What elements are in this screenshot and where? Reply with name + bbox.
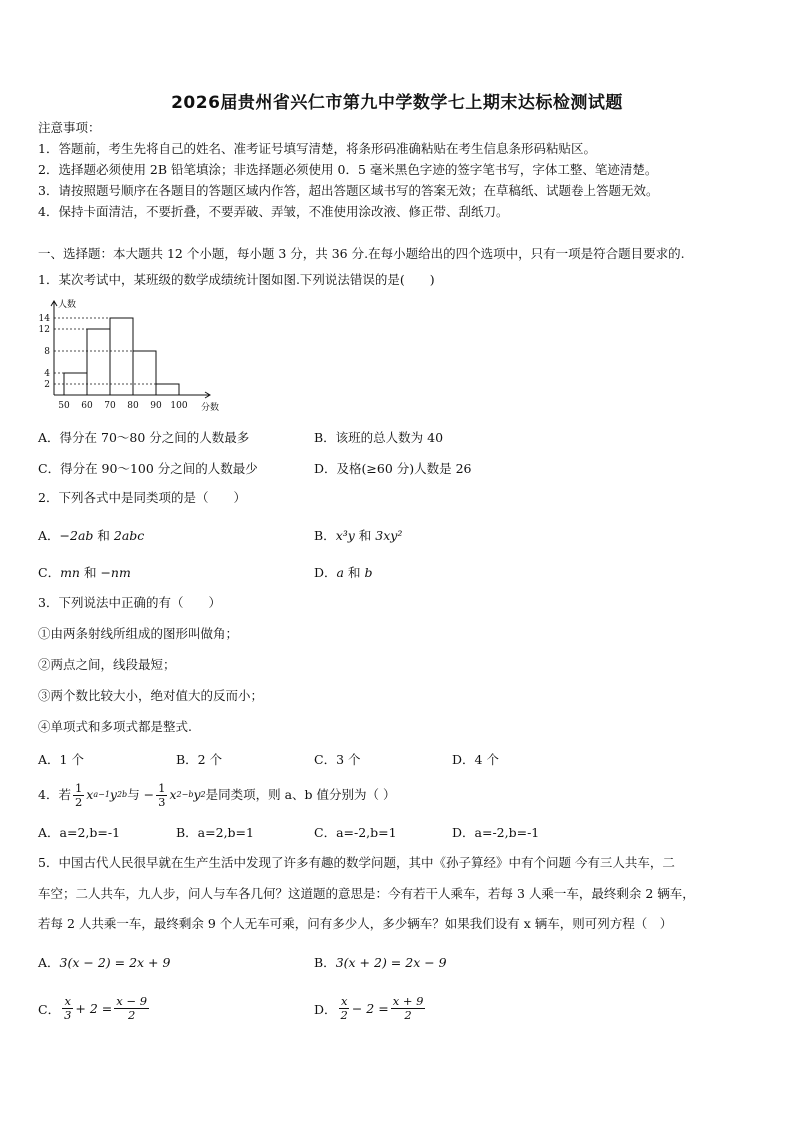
- q1-option-a: A．得分在 70～80 分之间的人数最多: [38, 430, 250, 445]
- q2-c-label: C．: [38, 565, 61, 580]
- q5-option-c: C． $\frac{x}{3}$ + 2 = $\frac{x - 9}{2}$: [38, 994, 148, 1022]
- q2-a-and: 和: [93, 528, 114, 543]
- histogram-bar: [87, 329, 110, 395]
- q4-option-c: C．a=-2,b=1: [314, 825, 397, 840]
- q2-d-and: 和: [343, 565, 365, 580]
- histogram-bar: [133, 351, 156, 395]
- q4-option-a: A．a=2,b=-1: [38, 825, 121, 840]
- q4-option-b: B．a=2,b=1: [176, 825, 254, 840]
- q4-stem: 4．若 $\frac{1}{2}$ x a−1 y 2b 与 − $\frac{1}{3}$ x 2−b y 2 是同类项，则 a、b 值分别为（ ）: [38, 780, 396, 809]
- q4-fraction-2: $\frac{1}{3}$: [158, 780, 166, 809]
- q4-prefix: 4．若: [38, 787, 71, 802]
- x-tick-label: 100: [170, 401, 188, 411]
- q3-stem: 3．下列说法中正确的有（ ）: [38, 595, 221, 610]
- q3-statement-3: ③两个数比较大小，绝对值大的反而小；: [38, 688, 264, 703]
- q4-suffix: 是同类项，则 a、b 值分别为（ ）: [205, 787, 396, 802]
- x-axis-label: 分数: [201, 403, 220, 413]
- q2-c-expr1: mn: [60, 565, 80, 580]
- q2-c-expr2: −nm: [100, 565, 131, 580]
- q3-statement-2: ②两点之间，线段最短；: [38, 657, 176, 672]
- x-tick-label: 50: [58, 401, 70, 411]
- y-tick-label: 8: [44, 347, 50, 357]
- y-tick-label: 4: [44, 369, 50, 379]
- q1-option-d: D．及格(≥60 分)人数是 26: [314, 461, 472, 476]
- q2-d-expr1: a: [336, 565, 344, 580]
- q2-b-expr1: x³y: [335, 528, 355, 543]
- q2-b-and: 和: [354, 528, 376, 543]
- q3-option-c: C．3 个: [314, 752, 361, 767]
- page-title: 2026届贵州省兴仁市第九中学数学七上期末达标检测试题: [171, 93, 623, 113]
- q3-option-a: A．1 个: [38, 752, 84, 767]
- notice-item-4: 4．保持卡面清洁，不要折叠，不要弄破、弄皱，不准使用涂改液、修正带、刮纸刀。: [38, 204, 509, 219]
- q2-option-a: [38, 526, 144, 544]
- q2-c-and: 和: [79, 565, 101, 580]
- q5-line-1: 5．中国古代人民很早就在生产生活中发现了许多有趣的数学问题，其中《孙子算经》中有个问题 今有三人共车，二: [38, 855, 675, 870]
- x-tick-label: 70: [104, 401, 116, 411]
- histogram-chart: [38, 296, 223, 416]
- x-tick-label: 80: [127, 401, 139, 411]
- q3-option-d: D．4 个: [452, 752, 499, 767]
- q2-a-expr2: 2abc: [113, 528, 145, 543]
- q3-statement-1: ①由两条射线所组成的图形叫做角；: [38, 626, 239, 641]
- q2-b-label: B．: [314, 528, 336, 543]
- q5-line-2: 车空；二人共车，九人步，问人与车各几何？这道题的意思是：今有若干人乘车，若每 3 人乘一车，最终剩余 2 辆车，: [38, 886, 695, 901]
- q2-option-c: [38, 563, 131, 581]
- q2-a-label: A．: [38, 528, 60, 543]
- q2-stem: 2．下列各式中是同类项的是（ ）: [38, 490, 246, 505]
- histogram-bar: [156, 384, 179, 395]
- notice-heading: 注意事项：: [38, 120, 101, 135]
- q3-option-b: B．2 个: [176, 752, 223, 767]
- q3-statement-4: ④单项式和多项式都是整式.: [38, 719, 192, 734]
- q5-option-a: A．3(x − 2) = 2x + 9: [38, 955, 171, 970]
- section-heading: 一、选择题：本大题共 12 个小题，每小题 3 分，共 36 分.在每小题给出的四个选项中，只有一项是符合题目要求的.: [38, 246, 685, 261]
- q2-b-expr2: 3xy²: [375, 528, 403, 543]
- q4-option-d: D．a=-2,b=-1: [452, 825, 540, 840]
- x-tick-label: 90: [150, 401, 162, 411]
- y-tick-label: 12: [38, 325, 50, 335]
- y-tick-label: 2: [44, 380, 50, 390]
- q2-d-label: D．: [314, 565, 337, 580]
- q2-a-expr1: −2ab: [59, 528, 94, 543]
- notice-item-3: 3．请按照题号顺序在各题目的答题区域内作答，超出答题区域书写的答案无效；在草稿纸、试题卷上答题无效。: [38, 183, 659, 198]
- q5-option-d: D． $\frac{x}{2}$ − 2 = $\frac{x + 9}{2}$: [314, 994, 424, 1022]
- q1-option-b: B．该班的总人数为 40: [314, 430, 444, 445]
- notice-item-2: 2．选择题必须使用 2B 铅笔填涂；非选择题必须使用 0．5 毫米黑色字迹的签字笔书写，字体工整、笔迹清楚。: [38, 162, 658, 177]
- y-axis-label: 人数: [58, 300, 77, 310]
- q1-option-c: C．得分在 90～100 分之间的人数最少: [38, 461, 258, 476]
- q4-fraction-1: $\frac{1}{2}$: [74, 780, 83, 809]
- notice-item-1: 1．答题前，考生先将自己的姓名、准考证号填写清楚，将条形码准确粘贴在考生信息条形码粘贴区。: [38, 141, 596, 156]
- q1-stem: 1．某次考试中，某班级的数学成绩统计图如图.下列说法错误的是( ): [38, 272, 435, 287]
- q2-option-d: [314, 563, 372, 581]
- y-tick-label: 14: [38, 314, 50, 324]
- histogram-bar: [110, 318, 133, 395]
- x-tick-label: 60: [81, 401, 93, 411]
- q5-line-3: 若每 2 人共乘一车，最终剩余 9 个人无车可乘，问有多少人，多少辆车？如果我们设有 x 辆车，则可列方程（ ）: [38, 916, 673, 931]
- q5-option-b: B．3(x + 2) = 2x − 9: [314, 955, 447, 970]
- q2-d-expr2: b: [364, 565, 373, 580]
- q2-option-b: [314, 526, 402, 544]
